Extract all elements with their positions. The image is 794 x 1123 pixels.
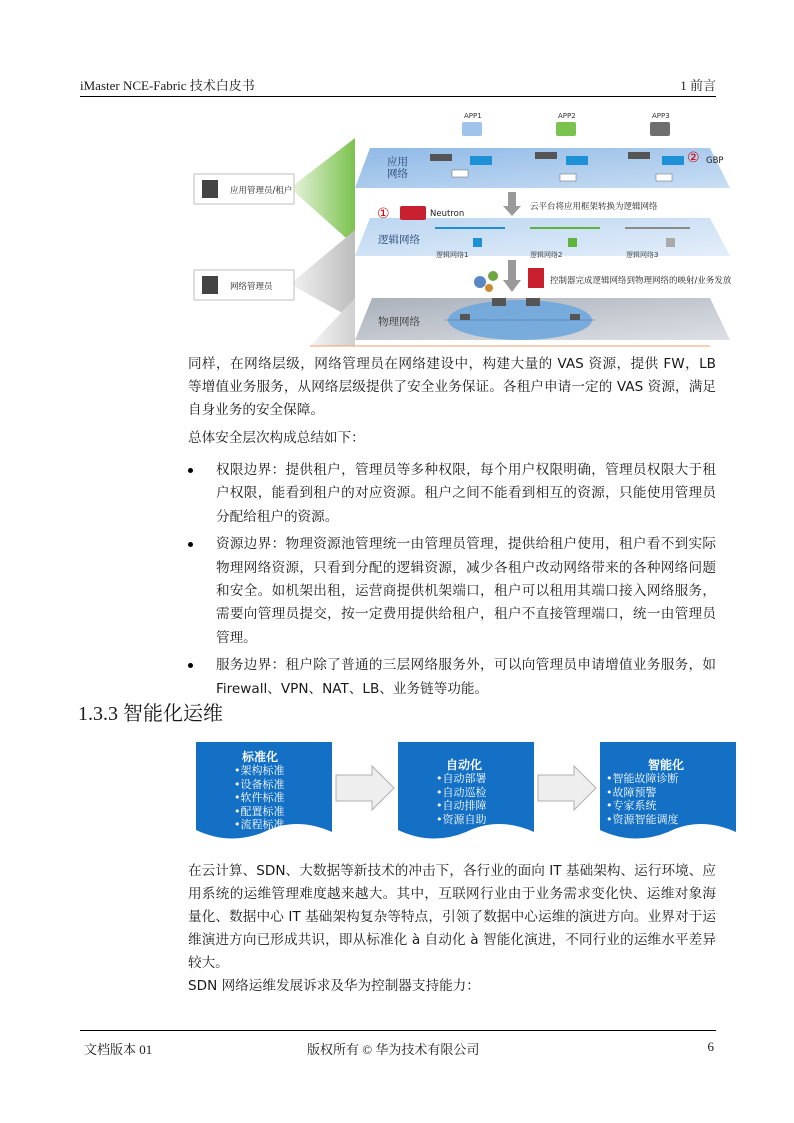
automation-items <box>436 772 487 826</box>
list-item <box>188 533 716 650</box>
neutron-label: Neutron <box>430 209 465 219</box>
netadmin-fan <box>290 230 355 320</box>
list-item: •资源自助 <box>436 812 487 826</box>
bullet-text: 资源边界：物理资源池管理统一由管理员管理，提供给租户使用，租户看不到实际物理网络资源，只看到分配的逻辑资源，减少各租户改动网络带来的各种网络问题和安全。如机架出租，运营商提供机架端口，租户可以租用其端口接入网络服务，需要向管理员提交，按一定费用提供给租户，租户不直接管理端口，统一由管理员管理。 <box>216 536 716 646</box>
list-item: •设备标准 <box>234 777 285 791</box>
page-footer <box>80 1030 716 1057</box>
paragraph-ops-evolution: 在云计算、SDN、大数据等新技术的冲击下，各行业的面向 IT 基础架构、运行环境、应用系统的运维管理难度越来越大。其中，互联网行业由于业务需求变化快、运维对象海量化、数据中心 IT 基础架构复杂等特点，引领了数据中心运维的演进方向。业界对于运维演进方向已形成共识，即从标准化 à 自动化 à 智能化演进，不同行业的运维水平差异较大。 <box>188 863 716 971</box>
list-item: •流程标准 <box>234 818 285 832</box>
paragraph-summary-intro: 总体安全层次构成总结如下： <box>188 430 365 446</box>
header-chapter: 1 前言 <box>680 78 716 93</box>
architecture-figure <box>190 108 750 348</box>
tenant-fan <box>290 138 355 246</box>
list-item: •智能故障诊断 <box>606 772 679 785</box>
list-item: •故障预警 <box>606 785 657 799</box>
header-doc-title: iMaster NCE-Fabric 技术白皮书 <box>80 78 255 93</box>
list-item: •自动部署 <box>436 772 487 785</box>
logic-net-3-label: 逻辑网络3 <box>626 251 659 259</box>
standardization-title: 标准化 <box>242 750 279 764</box>
bullet-text: 权限边界：提供租户，管理员等多种权限，每个用户权限明确，管理员权限大于租户权限，能看到租户的对应资源。租户之间不能看到相互的资源，只能使用管理员分配给租户的资源。 <box>216 462 716 525</box>
arrow-2 <box>538 766 596 810</box>
bullet-dot <box>188 542 193 547</box>
step2-marker: ② <box>687 150 700 166</box>
list-item: •软件标准 <box>234 791 285 805</box>
arrow-1 <box>336 766 394 810</box>
list-item: •自动巡检 <box>436 785 487 799</box>
logic-net-2-label: 逻辑网络2 <box>530 251 563 259</box>
ops-evolution-figure <box>196 742 736 846</box>
architecture-diagram <box>190 108 750 348</box>
logic-network-label: 逻辑网络 <box>378 234 420 246</box>
paragraph-sdn-demands: SDN 网络运维发展诉求及华为控制器支持能力： <box>188 978 480 994</box>
list-item <box>188 654 716 701</box>
logic-net-1-label: 逻辑网络1 <box>436 251 469 259</box>
list-item: •自动排障 <box>436 799 487 813</box>
openstack-icon <box>400 206 426 220</box>
app-network-label: 应用 网络 <box>387 156 408 180</box>
standardization-items <box>234 764 285 832</box>
security-boundary-list <box>188 459 716 705</box>
bullet-dot <box>188 663 193 668</box>
app1-label: APP1 <box>464 112 482 120</box>
tenant-role-label: 应用管理员/租户 <box>230 186 293 196</box>
section-heading: 1.3.3 智能化运维 <box>78 703 223 725</box>
list-item: •资源智能调度 <box>606 812 679 826</box>
app3-label: APP3 <box>652 112 670 120</box>
bullet-text: 服务边界：租户除了普通的三层网络服务外，可以向管理员申请增值业务服务，如 Firewall、VPN、NAT、LB、业务链等功能。 <box>216 657 716 697</box>
footer-page-number: 6 <box>707 1039 714 1054</box>
netadmin-role-label: 网络管理员 <box>230 282 273 292</box>
list-item: •架构标准 <box>234 764 285 777</box>
footer-version: 文档版本 01 <box>84 1042 153 1057</box>
automation-title: 自动化 <box>446 758 483 772</box>
physical-network-label: 物理网络 <box>378 316 420 328</box>
step2-text: 控制器完成逻辑网络到物理网络的映射/业务发放 <box>550 276 732 286</box>
app2-label: APP2 <box>558 112 576 120</box>
step1-text: 云平台将应用框架转换为逻辑网络 <box>530 202 658 212</box>
bullet-dot <box>188 468 193 473</box>
list-item: •配置标准 <box>234 804 285 818</box>
footer-copyright: 版权所有 © 华为技术有限公司 <box>307 1042 480 1057</box>
page-header <box>80 78 716 97</box>
paragraph-vas: 同样，在网络层级，网络管理员在网络建设中，构建大量的 VAS 资源，提供 FW，LB 等增值业务服务，从网络层级提供了安全业务保证。各租户申请一定的 VAS 资源，满足自身业务的安全保障。 <box>188 356 716 418</box>
intelligence-items <box>606 772 679 826</box>
step1-marker: ① <box>377 206 390 222</box>
intelligence-title: 智能化 <box>648 758 685 772</box>
list-item: •专家系统 <box>606 799 657 813</box>
controller-icon <box>528 268 544 288</box>
list-item <box>188 459 716 529</box>
gbp-label: GBP <box>706 156 724 166</box>
